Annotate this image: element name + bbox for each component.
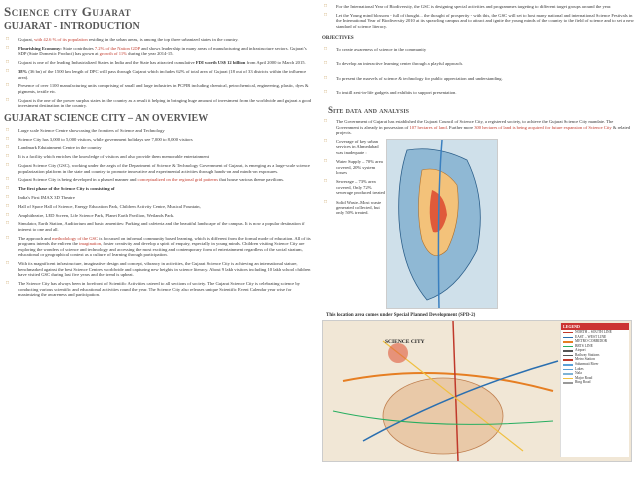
legend-label: Metro Station <box>575 357 595 362</box>
legend-swatch <box>563 359 573 361</box>
legend-label: Railway Stations <box>575 352 600 357</box>
text: Gujarat, <box>18 37 35 42</box>
text: Let the Young mind blossom - full of thought... the thought of prosperity - with this, the GSC will set to host many national and international Science Festivals in the International Year of Biodiversity 2010 at its sprawling campus and to attract and ignite the young minds of the country to the field of science and to set a new standard of science literacy. <box>336 12 634 29</box>
text: Landmark Edutainment Centre in the country <box>18 145 102 151</box>
text: . Further more <box>446 124 475 130</box>
right-column <box>322 4 634 462</box>
text: Gujarat is one of the leading Industrialized States in India and the State has attracted cumulative <box>18 60 196 66</box>
legend-label: Airport <box>575 348 586 353</box>
legend-label: METRO CORRIDOR <box>575 339 608 344</box>
text: Gujarat is the one of the power surplus states in the country as a result it helping in bringing huge amount of investment from the worldwide and gujarat a good investment destination in the country. <box>18 97 312 109</box>
overview-item <box>4 261 312 278</box>
overview-item <box>4 186 312 192</box>
bold-text: FDI worth US$ 12 billion <box>195 60 246 66</box>
text: Gujarat Science City is being developed in a phased manner and <box>18 177 138 183</box>
site-intro-item <box>322 119 634 136</box>
objective-item: □ To develop an interactive learning center through a playful approach. <box>322 61 634 67</box>
text: The Government of Gujarat has established the Gujarat Council of Science City, a registered society, to achieve the Gujarat Science City mandate. The Government is already in possession of <box>336 118 614 130</box>
overview-item <box>4 221 312 232</box>
text: and shows leadership in many areas of manufacturing and infrastructure sectors. Gujarat’s SDP (State Domestic Product) has grown at <box>18 45 307 57</box>
legend-swatch <box>563 332 573 334</box>
overview-item <box>4 281 312 298</box>
text: Gujarat Science City (GSC), working under the aegis of the Department of Science & Technology Government of Gujarat, is emerging as a large-scale science popularization platform in the state and country to promote innovative and experimental activities through hands-on and minds-on exposures. <box>18 163 310 174</box>
text: India's First IMAX 3D Theatre <box>18 194 75 200</box>
legend-label: Major Road <box>575 375 593 380</box>
text: Presence of over 1100 manufacturing units comprising of small and large industries in PCPIR including chemical, petrochemical, engineering, plastic, dyes & pigments, textile etc. <box>18 83 309 94</box>
bold-text: Flourishing Economy: <box>18 45 63 51</box>
overview-item <box>4 195 312 201</box>
legend-label: Ring Road <box>575 380 591 385</box>
overview-item <box>4 236 312 258</box>
legend-label: Sabarmati River <box>575 362 599 367</box>
ahmedabad-map-image <box>386 139 498 309</box>
intro-item <box>4 83 312 94</box>
text: (36 bn) of the 1500 km length of DPC will pass through Gujarat which includes 62% of total area of Gujarat (18 out of 33 districts within the influence area). <box>18 68 307 80</box>
legend-label: BRTS LINE <box>575 343 593 348</box>
text: Science City has 3,000 to 5,000 visitors, while government holidays see 7,000 to 8,000 visitors <box>18 136 193 142</box>
legend-item <box>561 380 629 385</box>
highlight-text: 7.2% of the Nation GDP <box>94 45 140 51</box>
objective-item: □ To present the marvels of science & technology for public appreciation and understanding. <box>322 76 634 82</box>
intro-heading: GUJARAT - INTRODUCTION <box>4 21 140 32</box>
spd-map <box>322 320 632 462</box>
text: The Science City has always been in forefront of Scientific Activities catered to all sections of society. The Gujarat Science City is celebrating science by conducting various scientific and educational activities round the year. The Science City also releases unique Scientific Event Calendar year wise for maximizing the awareness and participation. <box>18 281 300 298</box>
text: & related projects. <box>336 124 631 136</box>
text: , foster creativity and develop a spirit of enquiry, especially in young minds. Children visiting Science City are exploring the wonders of science and technology and accessing the most exciting and contemporary form of entertainment regardless of the social stratum, educational or geographical context as a culture of learning through participation. <box>18 241 305 258</box>
map-legend <box>560 323 629 457</box>
legend-swatch <box>563 346 573 348</box>
intro-item <box>4 46 312 57</box>
highlight-text: 107 hectares of land <box>409 124 447 130</box>
legend-swatch <box>563 364 573 366</box>
intro-item <box>4 60 312 66</box>
highlight-text: conceptualized on the regional grid patterns <box>137 177 219 183</box>
objectives-heading: OBJECTIVES <box>322 35 354 41</box>
legend-swatch <box>563 341 573 343</box>
legend-swatch <box>563 382 573 384</box>
intro-item <box>4 69 312 80</box>
text: It is a facility which enriches the knowledge of visitors and also provide them memorable entertainment <box>18 154 209 160</box>
overview-item <box>4 177 312 183</box>
urban-service-item: □ Solid Waste–Most waste generated collected, but only 50% treated. <box>322 200 386 216</box>
biodiversity-list <box>322 4 634 30</box>
legend-swatch <box>563 337 573 339</box>
objective-item: □ To instill zest-in-life gadgets and exhibits to support presentation. <box>322 90 634 96</box>
highlight-text: imagination <box>79 241 102 247</box>
overview-item <box>4 145 312 151</box>
overview-list <box>4 128 312 298</box>
city-map-illustration <box>387 140 497 308</box>
bold-text: The first phase of the Science City is consisting of <box>18 186 115 192</box>
legend-title: LEGEND <box>561 323 629 330</box>
science-city-map-label: SCIENCE CITY <box>385 338 425 345</box>
biodiversity-item <box>322 4 634 10</box>
text: is focussed on informal community based learning, which is different from the formal mode of education. All of its programs intends the enliven the <box>18 235 311 247</box>
left-column <box>4 4 312 301</box>
text: Amphitheatre, LED Screen, Life Science Park, Planet Earth Pavilion, Wetlands Park. <box>18 212 175 218</box>
text: With its magnificent infrastructure, imaginative design and concept, vibrancy in activities, the Gujarat Science City is achieving an international stature, benchmarked against the best Science Centres worldwide and capturing new heights in science literacy. About 9 lakh visitors including 10 lakh school children have visited GSC during last five years and the trend is upbeat. <box>18 261 311 278</box>
site-map-area <box>322 139 634 309</box>
map-caption: This location area comes under Special Planned Development (SPD-2) <box>326 312 476 318</box>
overview-item <box>4 128 312 134</box>
legend-label: Lakes <box>575 366 584 371</box>
intro-item <box>4 37 312 43</box>
text: The approach and <box>18 235 53 241</box>
highlight-text: 300 hectares of land is being acquired for future expansion of Science City <box>474 124 612 130</box>
text: State contributes <box>62 45 95 51</box>
overview-item <box>4 154 312 160</box>
legend-swatch <box>563 350 573 352</box>
site-intro <box>322 119 634 136</box>
page-title: Science city Gujarat <box>4 4 132 19</box>
objectives-list <box>322 47 634 96</box>
site-data-heading: Site data and analysis <box>328 104 409 115</box>
overview-item <box>4 213 312 219</box>
bold-text: 38% <box>18 68 28 74</box>
intro-list <box>4 37 312 109</box>
text: residing in the urban areas, is among the top three urbanized states in the country. <box>87 37 239 42</box>
highlight-text: growth of 11% <box>99 51 128 57</box>
highlight-text: methodology of the GSC <box>52 235 99 241</box>
urban-service-item: □ Sewerage – 73% area covered, Only 72% sewerage produced treated <box>322 179 386 195</box>
text: Simulator, Earth Station, Auditorium and basic amenities: Parking and cafeteria and the beautiful landscape of the campus. It is now a popular destination if interest to one and all. <box>18 221 305 232</box>
urban-services-list <box>322 139 386 220</box>
biodiversity-item <box>322 13 634 30</box>
overview-item <box>4 137 312 143</box>
text: from April 2000 to March 2015. <box>245 60 306 66</box>
text: Hall of Space Hall of Science, Energy Education Park, Children Activity Centre, Musical Fountain, <box>18 203 201 209</box>
overview-item <box>4 204 312 210</box>
text: For the International Year of Biodiversity, the GSC is designing special activities and programmes targeting to different target groups around the year. <box>336 4 612 9</box>
legend-swatch <box>563 355 573 357</box>
legend-label: NORTH – SOUTH LINE <box>575 329 612 334</box>
urban-service-item: □ Coverage of key urban services in Ahmedabad was inadequate : <box>322 139 386 155</box>
objective-item: □ To create awareness of science in the community <box>322 47 634 53</box>
legend-swatch <box>563 373 573 375</box>
overview-heading: GUJARAT SCIENCE CITY – AN OVERVIEW <box>4 112 209 124</box>
legend-label: Nala <box>575 371 582 376</box>
text: that house various theme pavilions. <box>218 177 285 183</box>
legend-swatch <box>563 378 573 380</box>
text: during the year 2014-15. <box>127 51 174 57</box>
highlight-text: with 42.6 % of its population <box>34 37 88 42</box>
text: Large scale Science Centre showcasing the frontiers of Science and Technology <box>18 127 165 133</box>
legend-label: EAST – WEST LINE <box>575 334 607 339</box>
legend-swatch <box>563 369 573 371</box>
urban-service-item: □ Water Supply – 70% area covered, 20% system losses <box>322 159 386 175</box>
intro-item <box>4 98 312 109</box>
overview-item <box>4 163 312 174</box>
